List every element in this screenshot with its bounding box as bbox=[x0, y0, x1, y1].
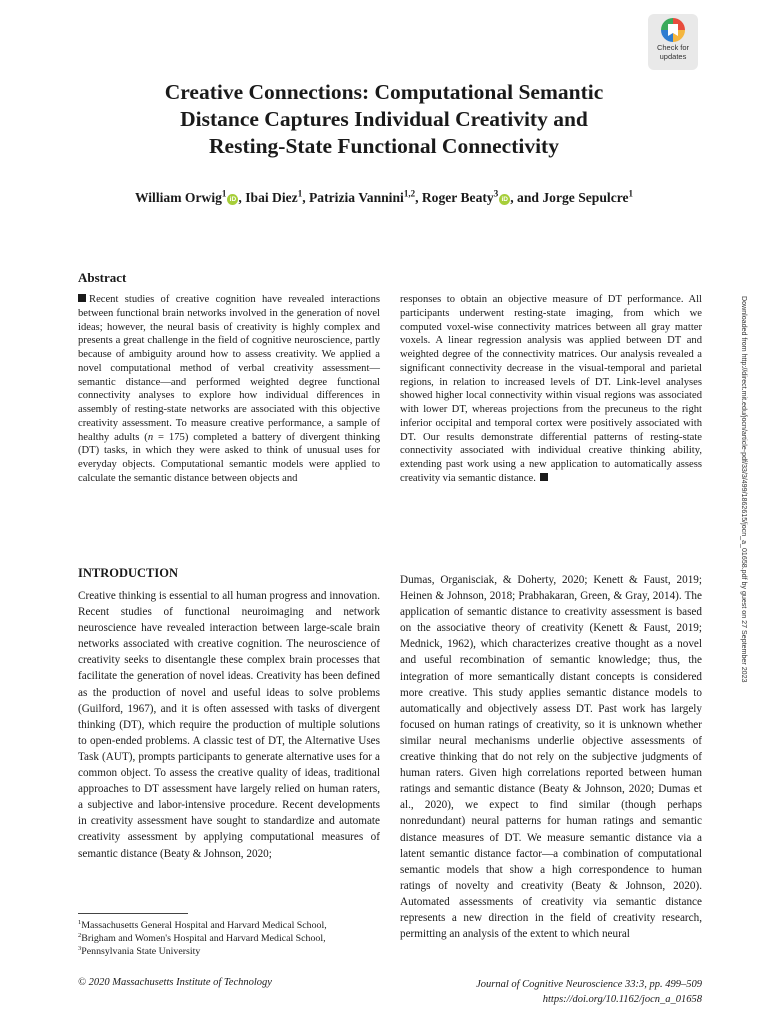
author-list bbox=[40, 190, 728, 206]
footnote-item bbox=[78, 932, 380, 945]
badge-line-1: Check for bbox=[656, 43, 690, 52]
title-line-2: Distance Captures Individual Creativity and bbox=[180, 107, 588, 131]
author-affiliation-marker: 1 bbox=[297, 188, 303, 199]
abstract-column-right bbox=[400, 293, 702, 486]
orcid-icon[interactable]: iD bbox=[227, 194, 238, 205]
footnote-text: Massachusetts General Hospital and Harvard Medical School, bbox=[81, 920, 327, 931]
title-line-1: Creative Connections: Computational Semantic bbox=[164, 80, 604, 104]
author-affiliation-marker: 1 bbox=[628, 188, 634, 199]
abstract-start-marker bbox=[78, 294, 86, 302]
badge-line-2: updates bbox=[659, 51, 687, 61]
introduction-heading: INTRODUCTION bbox=[78, 566, 179, 580]
footnote-number: 3 bbox=[78, 945, 82, 952]
introduction-column-right: Dumas, Organisciak, & Doherty, 2020; Kenett & Faust, 2019; Heinen & Johnson, 2018; Prabhakaran, Green, & Gray, 2014). The application of semantic distance to creativity assessment is based on the associative theory of creativity (Kenett & Faust, 2019; Mednick, 1962), which characterizes creative thought as a novel and useful recombination of semantic knowledge; thus, the integration of more semantically distant concepts is considered more creative. This study applies semantic distance models to automatically and objectively assess DT. Past work has largely focused on human ratings of creativity, so it is unknown whether similar neural mechanisms underlie objective assessments of creative thinking that do not rely on the subjective judgments of human raters. Given high correlations reported between human ratings and semantic distance (Beaty & Johnson, 2020; Dumas et al., 2020), we expect to find similar (though perhaps nonredundant) neural patterns for human ratings and semantic distance measures of DT. We measure semantic distance via a latent semantic distance factor—a combination of computational semantic models that show a high correspondence to human ratings of novelty and creativity (Beaty & Johnson, 2020). Automated assessments of creativity via semantic distance represents a new direction in the field of creativity research, permitting an analysis of the extent to which neural bbox=[400, 574, 702, 941]
download-side-note bbox=[736, 296, 750, 756]
author-separator: , bbox=[238, 190, 246, 205]
author-separator: , bbox=[415, 190, 422, 205]
check-for-updates-badge[interactable] bbox=[648, 14, 698, 70]
abstract-text-left-2: = 175) completed a battery of divergent thinking (DT) tasks, in which they were asked to think of unusual uses for everyday objects. Computational semantic models were applied to calculate the semantic distance between objects and bbox=[78, 431, 380, 484]
abstract-text-left-1: Recent studies of creative cognition have revealed interactions between functional brain networks involved in the generation of novel ideas; however, the neural basis of creativity is highly complex and presents a great challenge in the field of cognitive neuroscience, partly because of ambiguity around how to assess creativity. We applied a novel computational method of verbal creativity assessment—semantic distance—and performed weighted degree functional connectivity analyses to explore how individual differences in assembly of resting-state networks are associated with this objective creativity assessment. To measure creative performance, a sample of healthy adults ( bbox=[78, 294, 380, 443]
author-name[interactable]: Patrizia Vannini bbox=[309, 190, 404, 205]
author-affiliation-marker: 1,2 bbox=[403, 188, 416, 199]
doi-link[interactable]: https://doi.org/10.1162/jocn_a_01658 bbox=[542, 994, 702, 1005]
abstract-heading: Abstract bbox=[78, 270, 127, 285]
footnote-item bbox=[78, 945, 380, 958]
footnote-number: 1 bbox=[78, 919, 82, 926]
author-name[interactable]: Jorge Sepulcre bbox=[542, 190, 629, 205]
orcid-icon[interactable]: iD bbox=[499, 194, 510, 205]
author-name[interactable]: Roger Beaty bbox=[421, 190, 494, 205]
check-for-updates-label bbox=[657, 44, 689, 61]
journal-citation-text: Journal of Cognitive Neuroscience 33:3, pp. 499–509 bbox=[476, 979, 702, 990]
journal-citation bbox=[476, 977, 702, 1007]
abstract-text-right: responses to obtain an objective measure of DT performance. All participants underwent resting-state imaging, from which we computed voxel-wise connectivity matrices between all gray matter voxels. A linear regression analysis was applied between DT and weighted degree of the connectivity matrices. Our analysis revealed a significant connectivity decrease in the visual-temporal and parietal regions, in relation to increased levels of DT. Link-level analyses showed higher local connectivity within visual regions was associated with lower DT, whereas projections from the precuneus to the right inferior occipital and temporal cortex were positively associated with DT. Our results demonstrate differential patterns of resting-state connectivity associated with individual creative thinking ability, extending past work using a new application to automatically assess creativity via semantic distance. bbox=[400, 294, 702, 484]
author-name[interactable]: William Orwig bbox=[134, 190, 222, 205]
abstract-sample-symbol: n bbox=[147, 431, 154, 443]
footnote-number: 2 bbox=[78, 932, 82, 939]
download-side-note-text: Downloaded from http://direct.mit.edu/jocn/article-pdf/33/3/499/1862615/jocn_a_01658.pdf by guest on 27 September 2023 bbox=[740, 296, 748, 683]
bookmark-icon bbox=[661, 18, 685, 42]
author-separator: , bbox=[302, 190, 309, 205]
abstract-end-marker bbox=[540, 473, 548, 481]
footnote-item bbox=[78, 919, 380, 932]
affiliation-footnotes bbox=[78, 919, 380, 958]
author-name[interactable]: Ibai Diez bbox=[245, 190, 298, 205]
title-line-3: Resting-State Functional Connectivity bbox=[209, 134, 559, 158]
footnote-divider bbox=[78, 913, 188, 914]
author-affiliation-marker: 3 bbox=[493, 188, 499, 199]
abstract-column-left bbox=[78, 293, 380, 486]
copyright-notice: © 2020 Massachusetts Institute of Technology bbox=[78, 977, 272, 988]
footnote-text: Pennsylvania State University bbox=[81, 946, 201, 957]
author-separator: , and bbox=[510, 190, 543, 205]
footnote-text: Brigham and Women's Hospital and Harvard Medical School, bbox=[81, 933, 326, 944]
article-title bbox=[60, 79, 708, 160]
author-affiliation-marker: 1 bbox=[221, 188, 227, 199]
introduction-column-left: Creative thinking is essential to all human progress and innovation. Recent studies of functional neuroimaging and network neuroscience have revealed interaction between large-scale brain networks associated with creative cognition. The neuroscience of creativity seeks to disentangle these complex brain processes that facilitate the generation of novel ideas. Creativity has been defined as the production of novel and useful ideas to solve problems (Guilford, 1967), and it is often assessed with tasks of divergent thinking (DT), which require the production of multiple solutions to open-ended problems. A classic test of DT, the Alternative Uses Task (AUT), prompts participants to generate alternative uses for a common object. To assess the creative quality of ideas, traditional approaches to DT assessment have largely relied on human raters, a subjective and labor-intensive procedure. Recent developments in creativity assessment have sought to standardize and automate creativity assessment by applying computational measures of semantic distance (Beaty & Johnson, 2020; bbox=[78, 590, 380, 860]
